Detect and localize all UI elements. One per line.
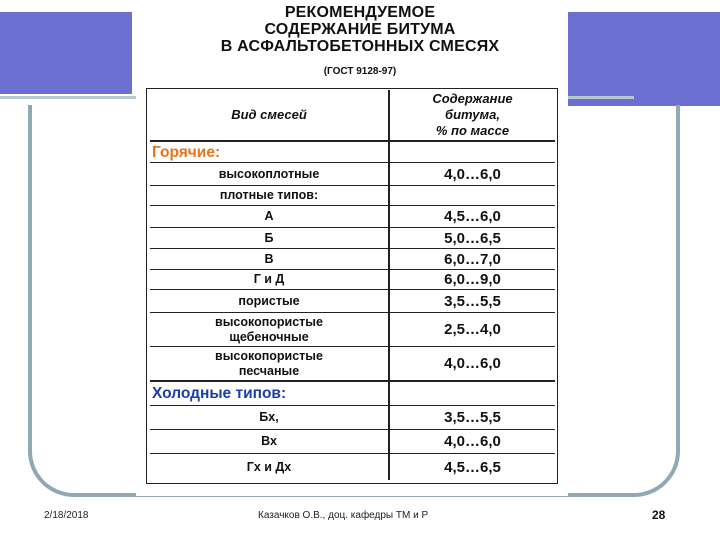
mix-label-line-2: щебеночные [229,329,309,344]
slide-title-line-2: СОДЕРЖАНИЕ БИТУМА [264,21,456,38]
bitumen-value: 2,5…4,0 [444,321,501,338]
section-hot-row [150,142,555,163]
mix-label: Г и Д [150,270,390,289]
decor-line-right [568,96,634,99]
bitumen-value: 4,0…6,0 [444,165,501,183]
table-row [150,206,555,228]
mix-label: плотные типов: [150,186,390,205]
bitumen-value: 4,5…6,5 [444,458,501,476]
mix-label-line-1: высокопористые [215,314,323,329]
header-bitumen-line-2: битума, [445,107,500,122]
table-row [150,186,555,206]
table-header-row [150,90,555,142]
bitumen-value: 5,0…6,5 [444,229,501,247]
slide-title-line-3: В АСФАЛЬТОБЕТОННЫХ СМЕСЯХ [220,38,500,55]
mix-label: Б [150,228,390,248]
mix-label-line-1: высокопористые [215,348,323,363]
bitumen-value: 6,0…7,0 [444,250,501,268]
table-row [150,228,555,249]
decor-line-left [0,96,136,99]
table-row [150,347,555,382]
section-cold-label: Холодные типов: [150,382,390,405]
bitumen-value: 3,5…5,5 [444,292,501,310]
mix-label: Вх [150,430,390,453]
footer-date: 2/18/2018 [44,510,89,521]
mix-label: В [150,249,390,269]
standard-reference: (ГОСТ 9128-97) [323,66,397,77]
header-mix-type: Вид смесей [150,90,390,140]
bitumen-value: 4,0…6,0 [444,355,501,372]
mix-label: А [150,206,390,227]
bitumen-value: 3,5…5,5 [444,409,501,426]
mix-label: высокоплотные [150,163,390,185]
table-row [150,270,555,290]
header-bitumen-line-3: % по массе [435,123,510,138]
bitumen-value [390,186,555,205]
table-row [150,290,555,313]
section-hot-label: Горячие: [150,142,390,162]
page-number: 28 [652,508,666,522]
table-row [150,454,555,480]
table-row [150,406,555,430]
bitumen-value: 4,5…6,0 [444,208,501,225]
mix-label-line-2: песчаные [238,363,300,378]
table-row [150,249,555,270]
table-row [150,313,555,347]
bitumen-table [150,90,555,480]
mix-label: Бх, [150,406,390,429]
bitumen-value: 4,0…6,0 [444,433,501,450]
header-bitumen-content [390,90,555,140]
header-bitumen-line-1: Содержание [432,91,513,106]
table-row [150,163,555,186]
bitumen-value: 6,0…9,0 [444,271,501,288]
table-row [150,430,555,454]
section-cold-row [150,382,555,406]
footer-author: Казачков О.В., доц. кафедры ТМ и Р [258,510,429,521]
slide-title-line-1: РЕКОМЕНДУЕМОЕ [284,4,436,21]
mix-label: пористые [150,290,390,312]
mix-label [150,313,390,346]
mix-label: Гх и Дх [150,454,390,480]
mix-label [150,347,390,380]
